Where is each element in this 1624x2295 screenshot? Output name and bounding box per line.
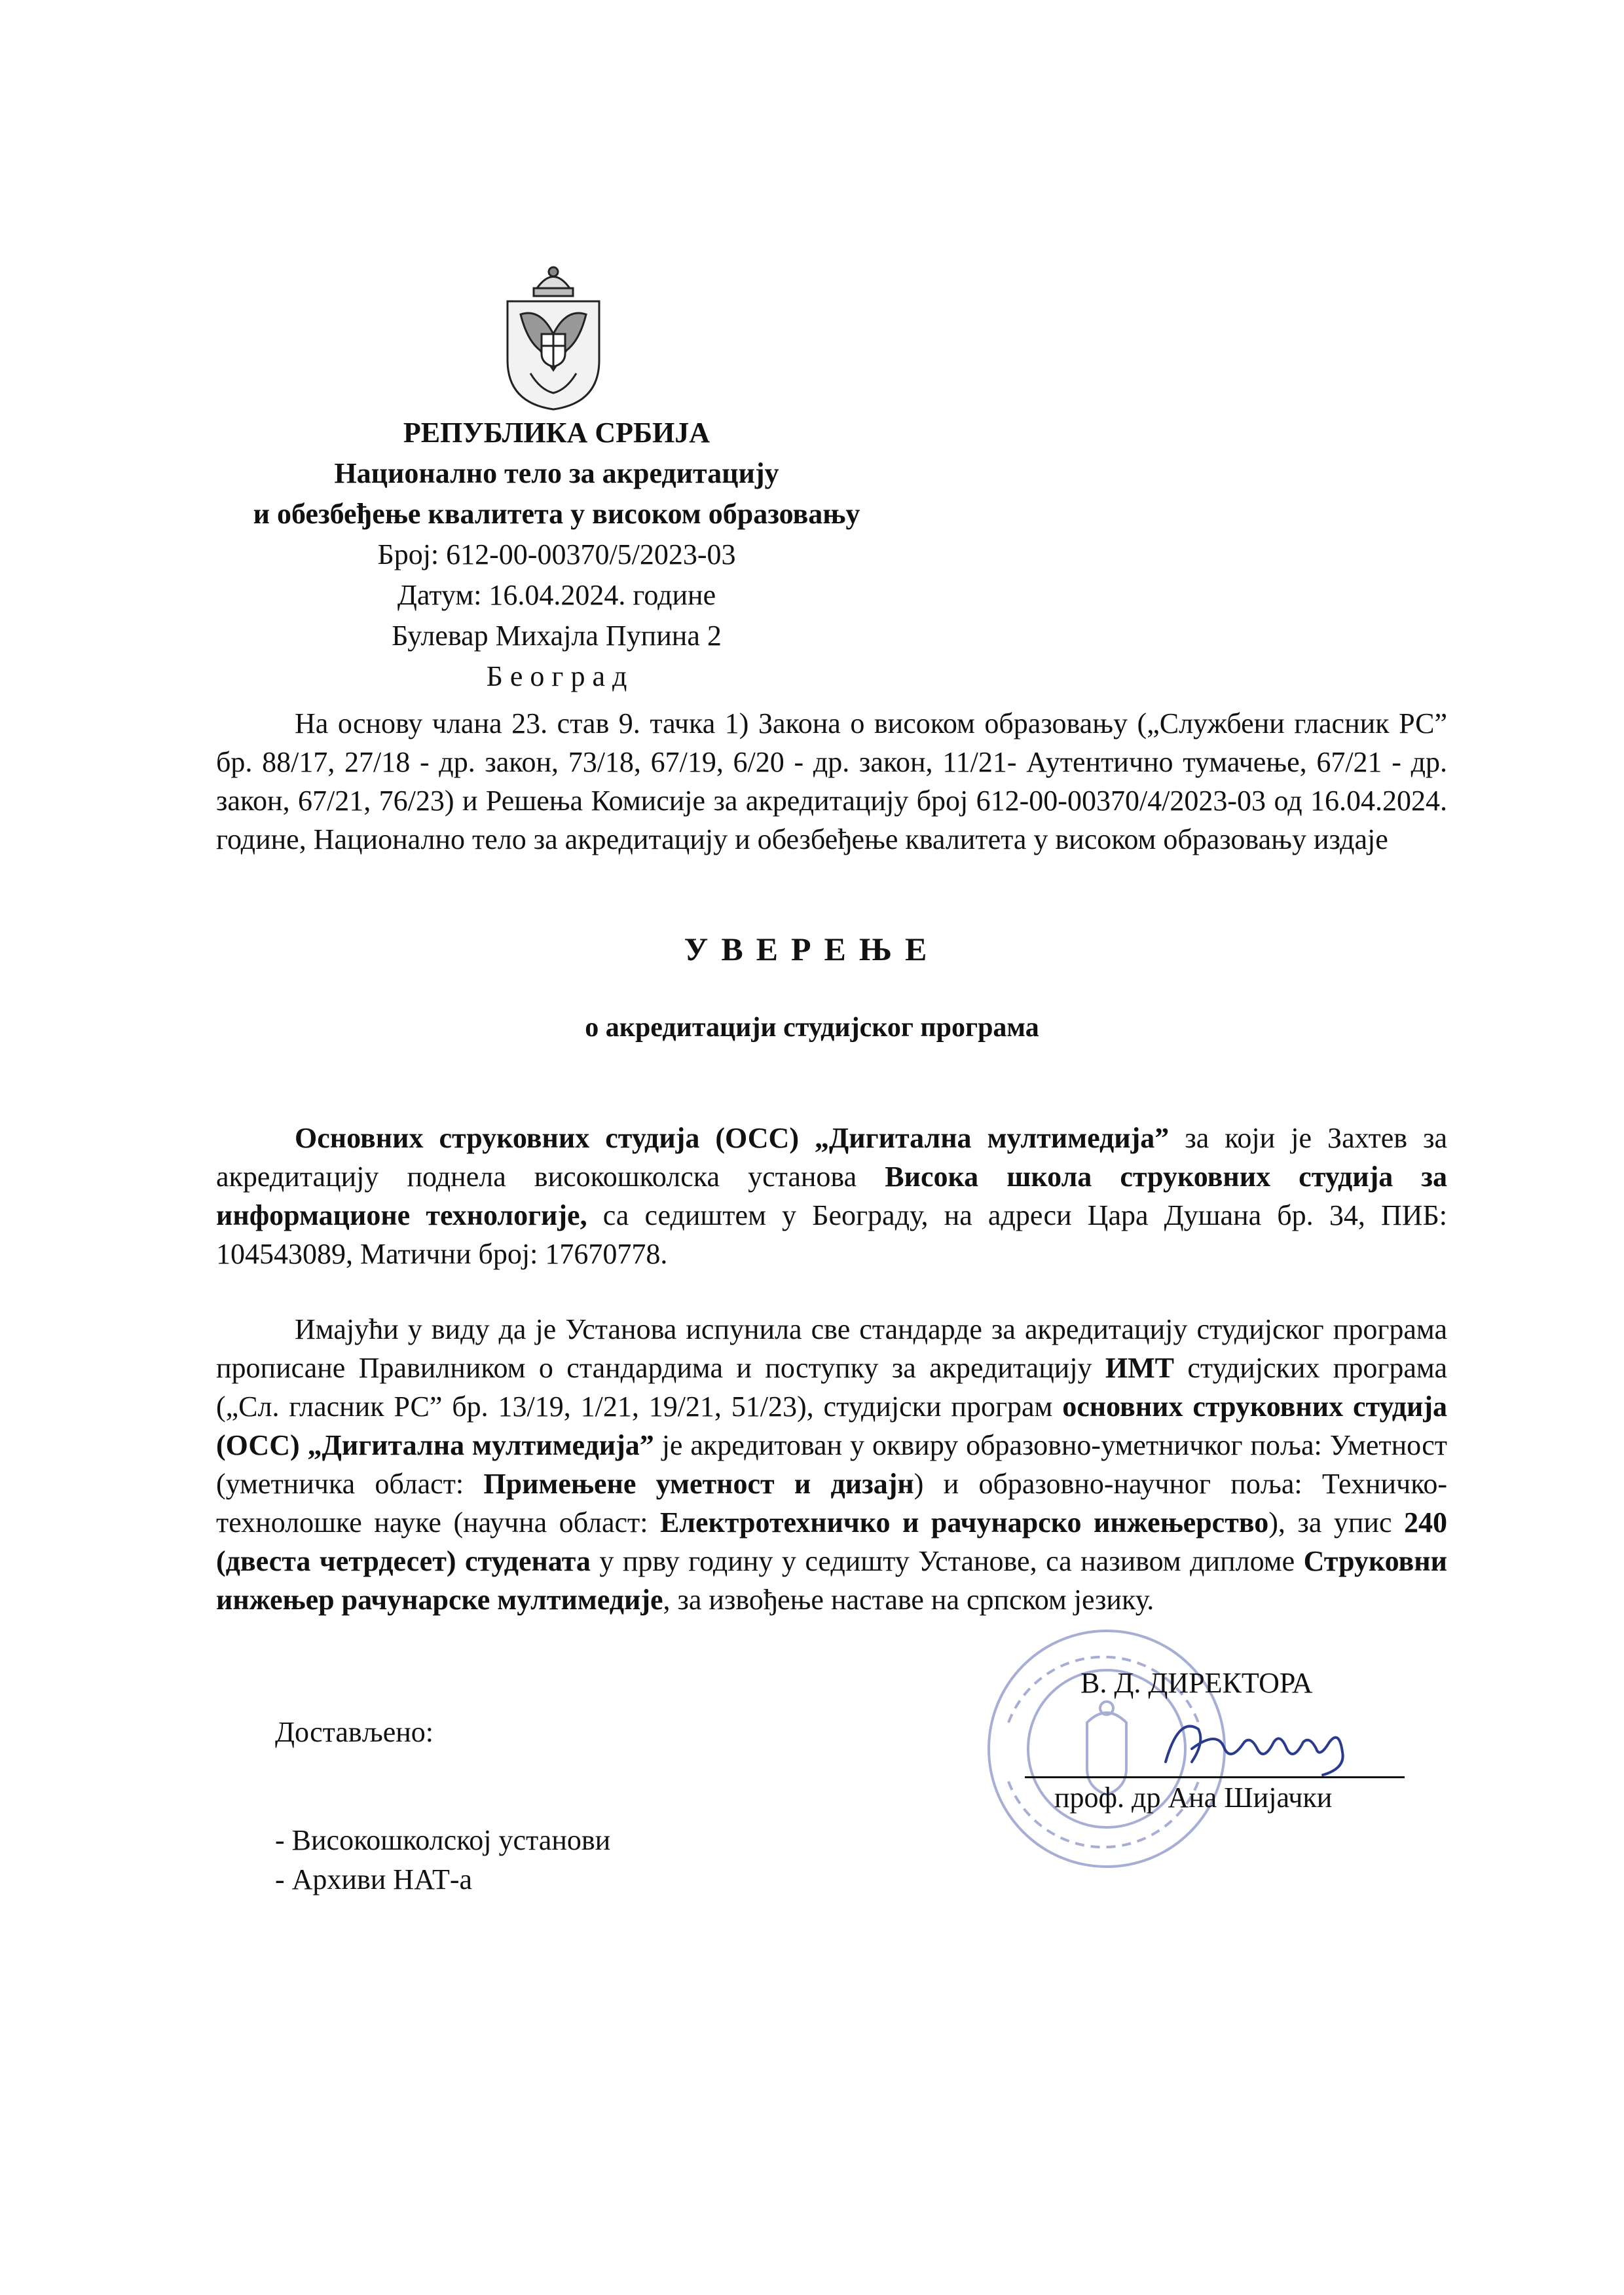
para1-text-1: за који је Захтев за акредитацију поднела високошколска установа: [216, 1122, 1447, 1193]
para2-bold-2: основних струковних студија (ОСС) „Дигитална мултимедија”: [216, 1390, 1448, 1461]
document-number: Број: 612-00-00370/5/2023-03: [377, 538, 736, 570]
program-name: Основних струковних студија (ОСС) „Дигитална мултимедија”: [295, 1122, 1170, 1154]
para2-text-4: ) и образовно-научног поља: Техничко-технолошке науке (научна област:: [216, 1468, 1447, 1539]
document-title: УВЕРЕЊЕ: [684, 931, 940, 967]
intro-text: На основу члана 23. став 9. тачка 1) Закона о високом образовању („Службени гласник РС” бр. 88/17, 27/18 - др. закон, 73/18, 67/19, 6/20 - др. закон, 11/21- Аутентично тумачење, 67/21 - др. закон, 67/21, 76/23) и Решења Комисије за акредитацију број 612-00-00370/4/2023-03 од 16.04.2024. године, Национално тело за акредитацију и обезбеђење квалитета у високом образовању издаје: [216, 707, 1447, 855]
institution-line-2: и обезбеђење квалитета у високом образовању: [253, 498, 860, 530]
para2-bold-1: ИМТ: [1105, 1352, 1175, 1384]
signatory-name: проф. др Ана Шијачки: [1054, 1782, 1333, 1814]
para2-text-2: студијских програма („Сл. гласник РС” бр. 13/19, 1/21, 19/21, 51/23), студијски програм: [216, 1352, 1447, 1423]
para2-text-3: је акредитован у оквиру образовно-уметничког поља: Уметност (уметничка област:: [216, 1429, 1447, 1500]
delivered-item: - Високошколској установи: [275, 1824, 611, 1856]
institution-line-1: Национално тело за акредитацију: [334, 457, 779, 489]
signatory-role: В. Д. ДИРЕКТОРА: [1080, 1667, 1313, 1699]
delivered-item: - Архиви НАТ-а: [275, 1863, 473, 1895]
document-subtitle: о акредитацији студијског програма: [585, 1013, 1039, 1043]
para2-bold-5: 240 (двеста четрдесет) студената: [216, 1506, 1448, 1577]
para2-text-5: ), за упис: [1268, 1506, 1405, 1539]
country-name: РЕПУБЛИКА СРБИЈА: [403, 417, 710, 449]
delivered-label: Достављено:: [275, 1716, 434, 1748]
accreditation-paragraph: [216, 1310, 1447, 1619]
para2-text-7: , за извођење наставе на српском језику.: [663, 1584, 1154, 1616]
para2-bold-3: Примењене уметност и дизајн: [483, 1468, 914, 1500]
document-date: Датум: 16.04.2024. године: [397, 579, 716, 611]
city: Б е о г р а д: [486, 660, 627, 692]
address: Булевар Михајла Пупина 2: [392, 620, 722, 652]
program-paragraph: [216, 1119, 1447, 1273]
para1-text-2: са седиштем у Београду, на адреси Цара Душана бр. 34, ПИБ: 104543089, Матични број: 17670778.: [216, 1199, 1448, 1270]
serbian-coat-of-arms-icon: [501, 262, 606, 413]
para2-text-1: Имајући у виду да је Установа испунила све стандарде за акредитацију студијског програма прописане Правилником о стандардима и поступку за акредитацију: [216, 1313, 1447, 1384]
para2-text-6: у прву годину у седишту Установе, са називом дипломе: [590, 1545, 1304, 1577]
para2-bold-4: Електротехничко и рачунарско инжењерство: [659, 1506, 1269, 1539]
para2-bold-6: Струковни инжењер рачунарске мултимедије: [216, 1545, 1447, 1616]
handwritten-signature-icon: [1153, 1703, 1375, 1782]
intro-paragraph: [216, 704, 1447, 859]
letterhead: [0, 413, 1113, 697]
institution-name: Висока школа струковних студија за информационе технологије,: [216, 1161, 1447, 1231]
